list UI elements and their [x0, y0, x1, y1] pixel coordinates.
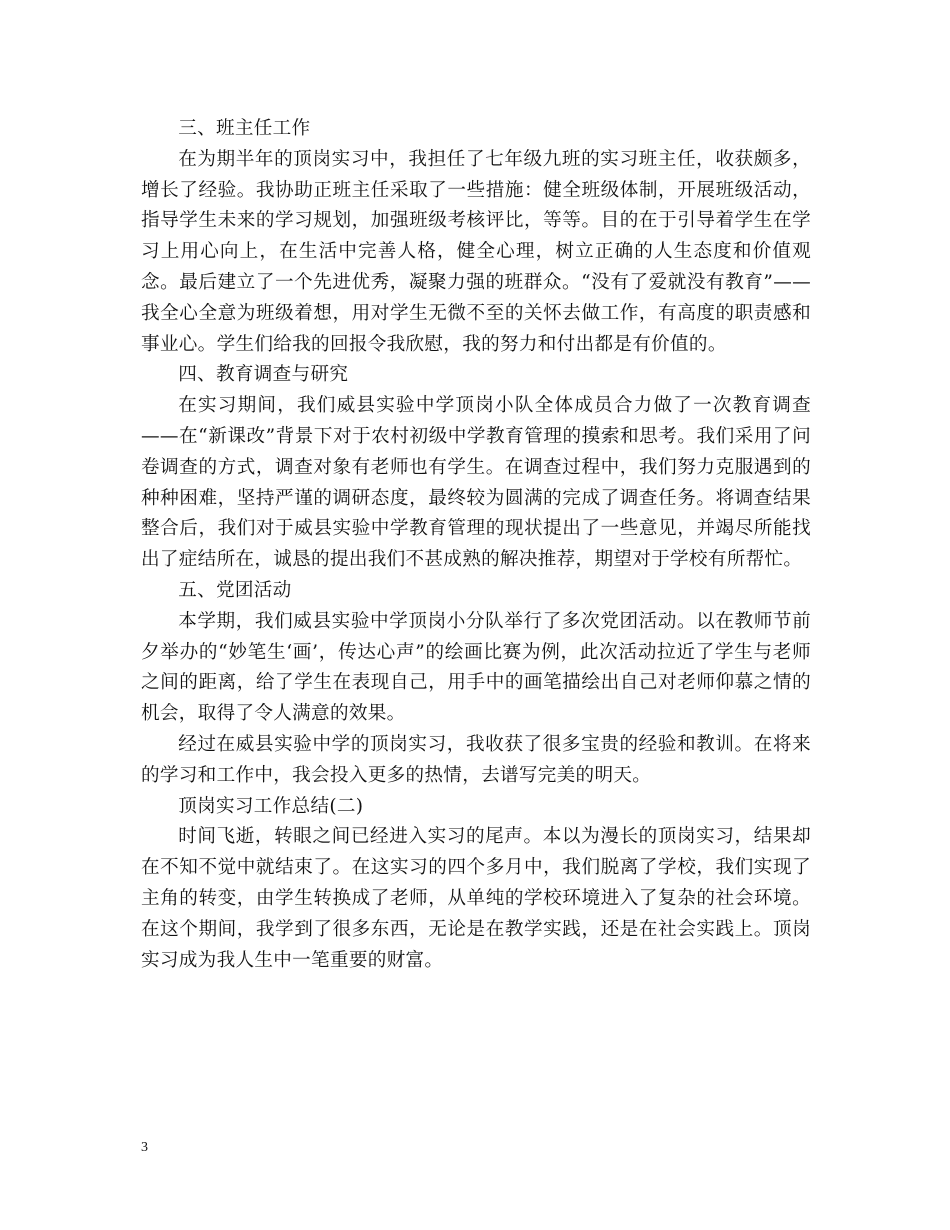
- section-heading-class-teacher-work: 三、班主任工作: [178, 118, 311, 139]
- paragraph-part-two-intro: 时间飞逝，转眼之间已经进入实习的尾声。本以为漫长的顶岗实习，结果却在不知不觉中就结束了。在这实习的四个多月中，我们脱离了学校，我们实现了主角的转变，由学生转换成了老师，从单纯的学校环境进入了复杂的社会环境。在这个期间，我学到了很多东西，无论是在教学实践，还是在社会实践上。顶岗实习成为我人生中一笔重要的财富。: [141, 826, 811, 971]
- paragraph-conclusion: 经过在威县实验中学的顶岗实习，我收获了很多宝贵的经验和教训。在将来的学习和工作中，我会投入更多的热情，去谱写完美的明天。: [141, 733, 811, 786]
- page-number: 3: [141, 1140, 148, 1155]
- paragraph-class-teacher-work: 在为期半年的顶岗实习中，我担任了七年级九班的实习班主任，收获颇多，增长了经验。我协助正班主任采取了一些措施：健全班级体制，开展班级活动，指导学生未来的学习规划，加强班级考核评比，等等。目的在于引导着学生在学习上用心向上，在生活中完善人格，健全心理，树立正确的人生态度和价值观念。最后建立了一个先进优秀，凝聚力强的班群众。“没有了爱就没有教育”——我全心全意为班级着想，用对学生无微不至的关怀去做工作，有高度的职责感和事业心。学生们给我的回报令我欣慰，我的努力和付出都是有价值的。: [141, 148, 811, 355]
- section-heading-party-activities: 五、党团活动: [178, 579, 292, 601]
- paragraph-party-activities: 本学期，我们威县实验中学顶岗小分队举行了多次党团活动。以在教师节前夕举办的“妙笔生‘画’，传达心声”的绘画比赛为例，此次活动拉近了学生与老师之间的距离，给了学生在表现自己，用手中的画笔描绘出自己对老师仰慕之情的机会，取得了令人满意的效果。: [141, 610, 811, 725]
- section-heading-education-research: 四、教育调查与研究: [178, 364, 349, 386]
- paragraph-education-research: 在实习期间，我们威县实验中学顶岗小队全体成员合力做了一次教育调查——在“新课改”背景下对于农村初级中学教育管理的摸索和思考。我们采用了问卷调查的方式，调查对象有老师也有学生。在调查过程中，我们努力克服遇到的种种困难，坚持严谨的调研态度，最终较为圆满的完成了调查任务。将调查结果整合后，我们对于威县实验中学教育管理的现状提出了一些意见，并竭尽所能找出了症结所在，诚恳的提出我们不甚成熟的解决推荐，期望对于学校有所帮忙。: [141, 395, 811, 571]
- document-subtitle-part-two: 顶岗实习工作总结(二): [178, 795, 364, 817]
- document-body: [141, 114, 811, 976]
